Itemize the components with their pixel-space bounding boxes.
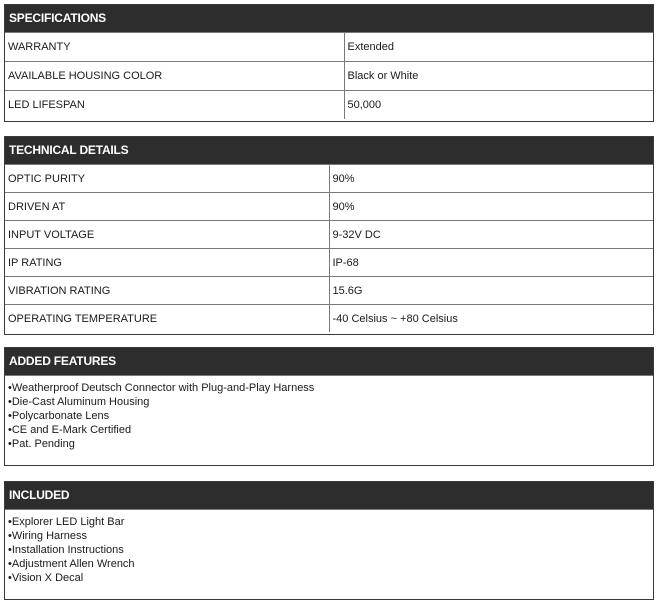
table-row (5, 193, 653, 221)
tech-value: 9-32V DC (329, 221, 653, 249)
list-item: • Adjustment Allen Wrench (8, 557, 653, 571)
spec-value: 50,000 (344, 91, 653, 120)
list-item: • CE and E-Mark Certified (8, 423, 653, 437)
technical-details-table (5, 164, 653, 332)
spec-label: AVAILABLE HOUSING COLOR (5, 62, 344, 91)
table-row (5, 221, 653, 249)
table-row (5, 277, 653, 305)
list-item: • Die-Cast Aluminum Housing (8, 395, 653, 409)
list-item: • Explorer LED Light Bar (8, 515, 653, 529)
added-features-header: ADDED FEATURES (5, 348, 653, 375)
tech-label: OPTIC PURITY (5, 165, 329, 193)
table-row (5, 91, 653, 120)
tech-value: 15.6G (329, 277, 653, 305)
table-row (5, 249, 653, 277)
tech-value: 90% (329, 165, 653, 193)
tech-label: INPUT VOLTAGE (5, 221, 329, 249)
specifications-section (4, 4, 654, 122)
spec-value: Black or White (344, 62, 653, 91)
spec-value: Extended (344, 33, 653, 62)
included-header: INCLUDED (5, 482, 653, 509)
tech-label: DRIVEN AT (5, 193, 329, 221)
specifications-table (5, 32, 653, 119)
list-item: • Pat. Pending (8, 437, 653, 451)
tech-label: OPERATING TEMPERATURE (5, 305, 329, 333)
list-item: • Vision X Decal (8, 571, 653, 585)
added-features-list (5, 375, 653, 459)
spec-label: WARRANTY (5, 33, 344, 62)
included-list (5, 509, 653, 593)
list-item: • Polycarbonate Lens (8, 409, 653, 423)
table-row (5, 305, 653, 333)
tech-value: -40 Celsius ~ +80 Celsius (329, 305, 653, 333)
technical-details-section (4, 136, 654, 335)
tech-value: IP-68 (329, 249, 653, 277)
table-row (5, 33, 653, 62)
table-row (5, 62, 653, 91)
list-item: • Weatherproof Deutsch Connector with Plug-and-Play Harness (8, 381, 653, 395)
spec-label: LED LIFESPAN (5, 91, 344, 120)
added-features-section (4, 347, 654, 466)
table-row (5, 165, 653, 193)
list-item: • Installation Instructions (8, 543, 653, 557)
specifications-header: SPECIFICATIONS (5, 5, 653, 32)
list-item: • Wiring Harness (8, 529, 653, 543)
tech-label: IP RATING (5, 249, 329, 277)
tech-value: 90% (329, 193, 653, 221)
included-section (4, 481, 654, 600)
technical-details-header: TECHNICAL DETAILS (5, 137, 653, 164)
tech-label: VIBRATION RATING (5, 277, 329, 305)
